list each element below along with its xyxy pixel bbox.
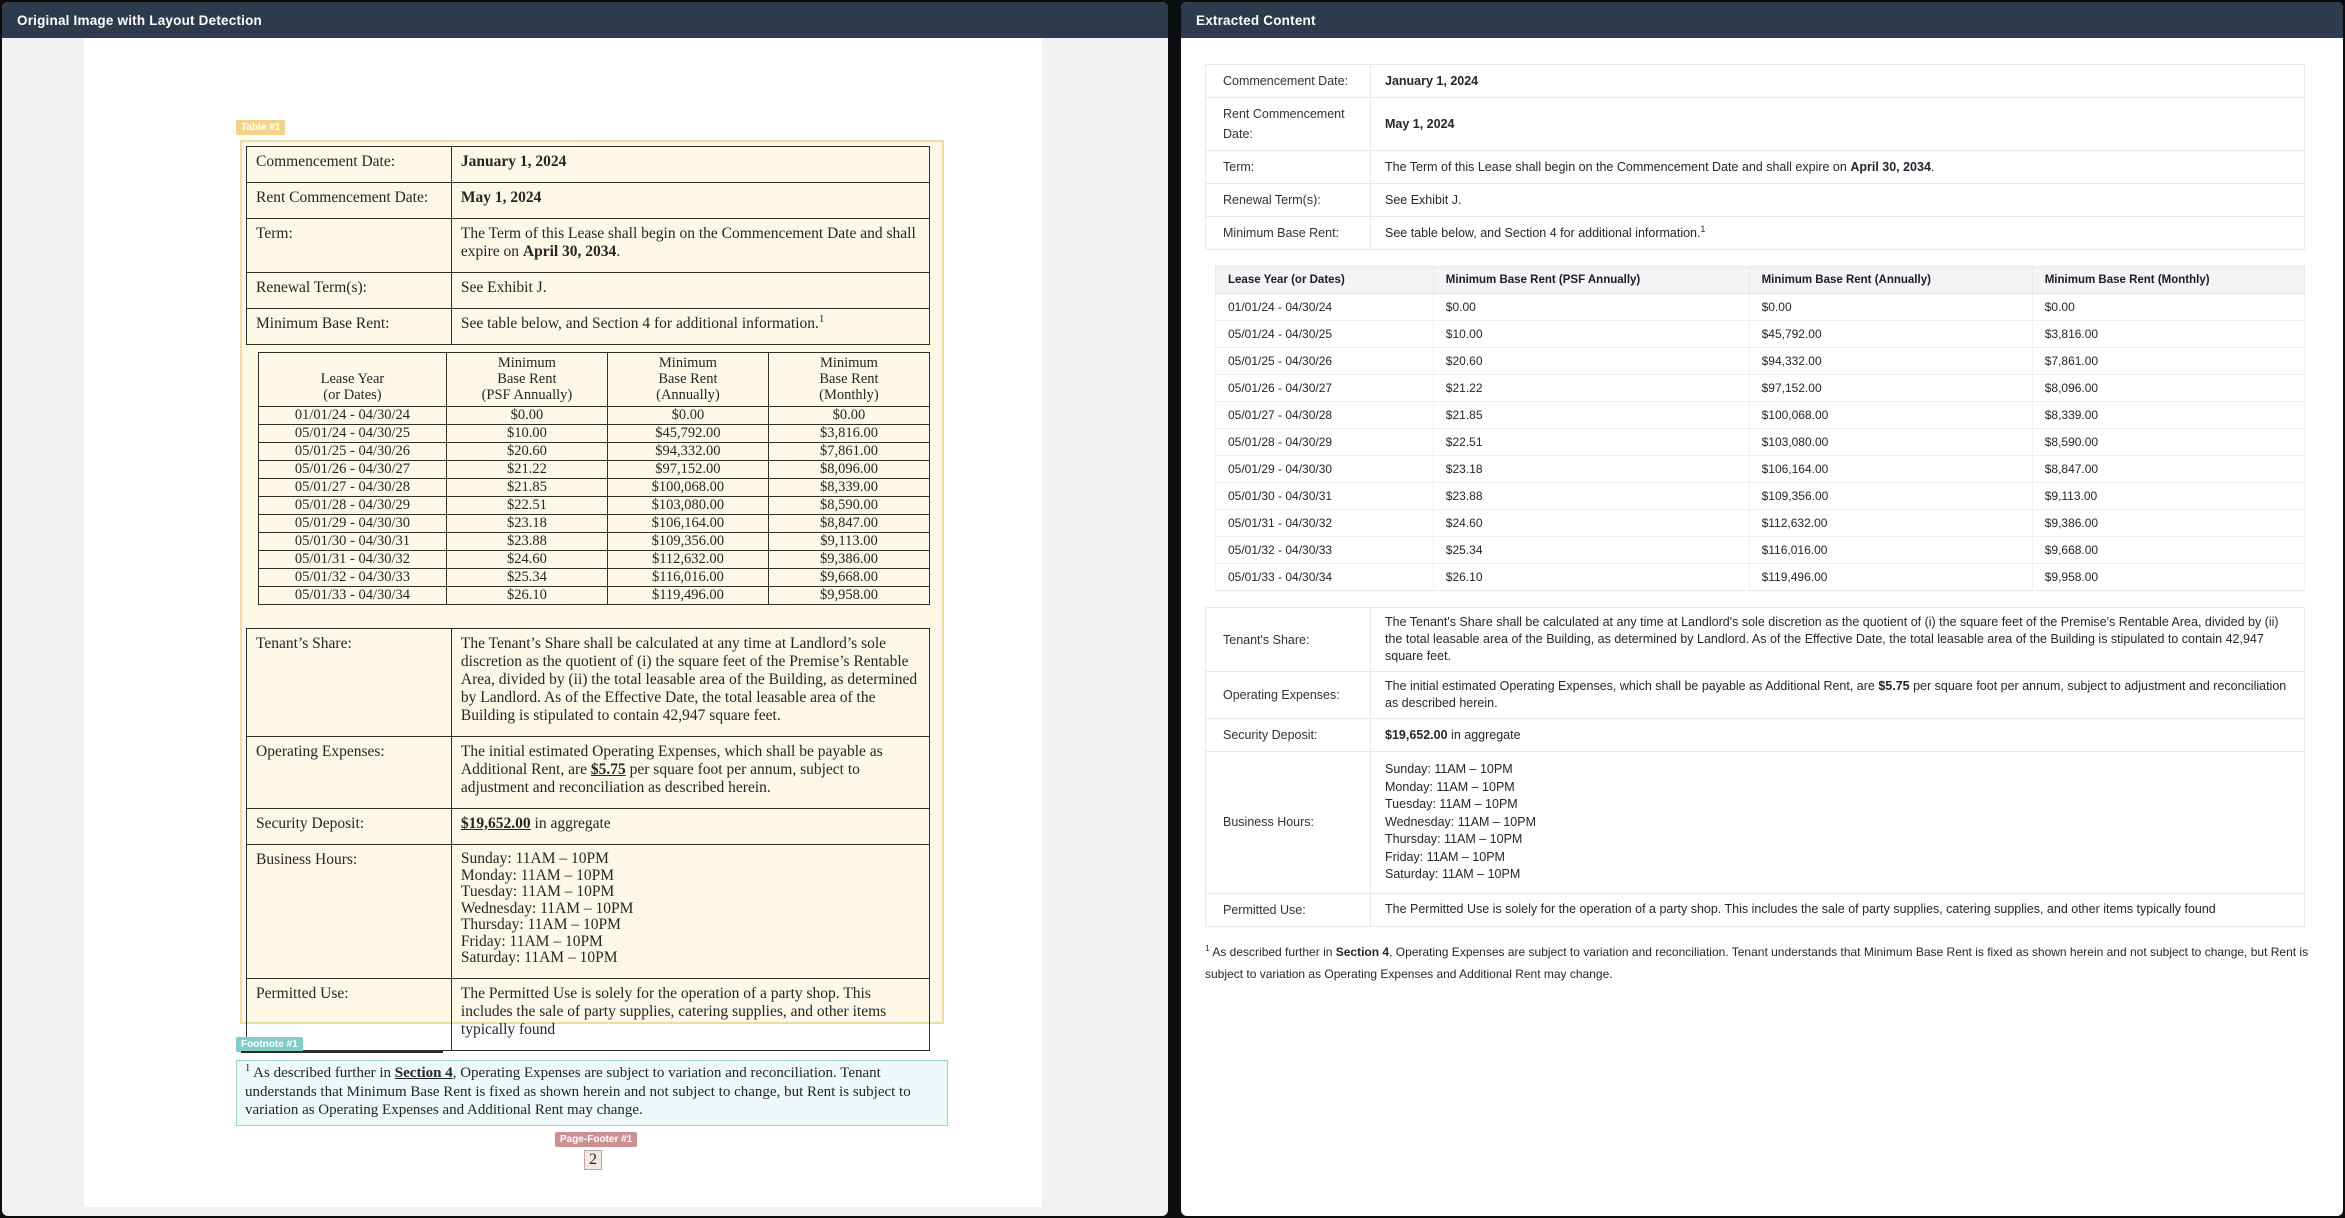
business-hours-line: Sunday: 11AM – 10PM [460, 850, 609, 867]
doc-kv-top-table [246, 146, 930, 345]
text-segment: $5.75 [590, 761, 626, 778]
doc-rent-schedule-table [258, 352, 930, 605]
extracted-rent-cell: $22.51 [1433, 429, 1749, 456]
doc-rent-header-cell [768, 353, 929, 407]
doc-rent-cell: 05/01/32 - 04/30/33 [259, 569, 447, 587]
doc-rent-row [259, 515, 930, 533]
extracted-kv-value [1371, 151, 2305, 184]
doc-rent-row [259, 533, 930, 551]
page-number-value: 2 [589, 1151, 597, 1168]
left-panel-title: Original Image with Layout Detection [17, 12, 262, 28]
doc-kv-label: Permitted Use: [247, 978, 452, 1050]
doc-rent-row [259, 461, 930, 479]
text-segment: The Term of this Lease shall begin on the Commencement Date and shall expire on [1385, 159, 1851, 174]
header-line: Minimum [497, 355, 556, 371]
text-segment: in aggregate [530, 815, 611, 832]
doc-rent-cell: 01/01/24 - 04/30/24 [259, 407, 447, 425]
extracted-rent-cell: $9,958.00 [2032, 564, 2304, 591]
extracted-kv-label: Business Hours: [1206, 752, 1371, 894]
doc-kv-value [451, 219, 929, 273]
text-segment: January 1, 2024 [1385, 73, 1479, 88]
extracted-rent-cell: 01/01/24 - 04/30/24 [1216, 294, 1434, 321]
extracted-rent-header-cell: Lease Year (or Dates) [1216, 267, 1434, 294]
extracted-rent-cell: $103,080.00 [1749, 429, 2032, 456]
doc-kv-label: Security Deposit: [247, 809, 452, 845]
extracted-rent-cell: 05/01/29 - 04/30/30 [1216, 456, 1434, 483]
extracted-kv-value [1371, 893, 2305, 926]
extracted-rent-body [1216, 294, 2305, 591]
extracted-rent-row [1216, 429, 2305, 456]
left-panel-header [2, 2, 1168, 38]
text-segment: $19,652.00 [1385, 727, 1448, 742]
doc-rent-cell: $116,016.00 [607, 569, 768, 587]
text-segment: . [1930, 159, 1935, 174]
extracted-rent-row [1216, 456, 2305, 483]
extracted-kv-bottom-table [1205, 607, 2305, 927]
doc-rent-cell: $20.60 [446, 443, 607, 461]
business-hours-line: Sunday: 11AM – 10PM [1385, 762, 1513, 776]
extracted-rent-cell: $0.00 [2032, 294, 2304, 321]
doc-kv-value [451, 978, 929, 1050]
extracted-rent-cell: $23.88 [1433, 483, 1749, 510]
text-segment: April 30, 2034 [1850, 159, 1931, 174]
extracted-rent-cell: $23.18 [1433, 456, 1749, 483]
header-line: Base Rent [497, 371, 557, 387]
doc-rent-cell: $25.34 [446, 569, 607, 587]
doc-rent-cell: $106,164.00 [607, 515, 768, 533]
extracted-rent-cell: $0.00 [1749, 294, 2032, 321]
right-panel-header [1181, 2, 2343, 38]
extracted-rent-row [1216, 483, 2305, 510]
extracted-rent-cell: $116,016.00 [1749, 537, 2032, 564]
extracted-rent-cell: $112,632.00 [1749, 510, 2032, 537]
doc-kv-label: Renewal Term(s): [247, 273, 452, 309]
header-line: (or Dates) [323, 387, 382, 403]
business-hours-line: Monday: 11AM – 10PM [460, 866, 615, 884]
extracted-kv-row [1206, 98, 2305, 151]
doc-kv-value [451, 183, 929, 219]
doc-rent-row [259, 479, 930, 497]
doc-kv-label: Operating Expenses: [247, 737, 452, 809]
doc-rent-cell: $0.00 [768, 407, 929, 425]
doc-kv-top-body [247, 147, 930, 345]
text-segment: May 1, 2024 [460, 189, 542, 206]
header-line: Base Rent [658, 371, 718, 387]
doc-kv-row [247, 219, 930, 273]
doc-kv-row [247, 629, 930, 737]
text-segment: Section 4 [394, 1065, 453, 1081]
text-segment: $5.75 [1878, 679, 1910, 693]
doc-rent-row [259, 569, 930, 587]
extracted-rent-cell: $100,068.00 [1749, 402, 2032, 429]
doc-kv-label: Term: [247, 219, 452, 273]
footnote-separator-line [241, 1051, 443, 1053]
extracted-rent-cell: $119,496.00 [1749, 564, 2032, 591]
doc-rent-cell: $9,113.00 [768, 533, 929, 551]
extracted-rent-cell: $109,356.00 [1749, 483, 2032, 510]
doc-rent-cell: 05/01/25 - 04/30/26 [259, 443, 447, 461]
extracted-rent-cell: $10.00 [1433, 321, 1749, 348]
doc-rent-head [259, 353, 930, 407]
doc-rent-header-row [259, 353, 930, 407]
right-panel-title: Extracted Content [1196, 12, 1316, 28]
doc-rent-cell: $109,356.00 [607, 533, 768, 551]
extracted-rent-head [1216, 267, 2305, 294]
extracted-kv-value [1371, 719, 2305, 752]
doc-rent-cell: 05/01/27 - 04/30/28 [259, 479, 447, 497]
extracted-rent-header-cell: Minimum Base Rent (Annually) [1749, 267, 2032, 294]
extracted-rent-cell: $24.60 [1433, 510, 1749, 537]
doc-rent-cell: $8,096.00 [768, 461, 929, 479]
text-segment: See table below, and Section 4 for additional information. [1385, 225, 1701, 240]
page-footer-detection-badge: Page-Footer #1 [555, 1132, 637, 1147]
extracted-rent-row [1216, 294, 2305, 321]
doc-rent-cell: $23.18 [446, 515, 607, 533]
text-segment: The initial estimated Operating Expenses, which shall be payable as Additional Rent, are [460, 743, 883, 778]
extracted-kv-row [1206, 65, 2305, 98]
doc-rent-cell: 05/01/30 - 04/30/31 [259, 533, 447, 551]
doc-rent-header-cell [259, 353, 447, 407]
header-line: (Annually) [656, 387, 720, 403]
doc-kv-row [247, 273, 930, 309]
text-segment: per square foot per annum, subject to adjustment and reconciliation as described herein. [460, 761, 860, 796]
doc-rent-cell: $45,792.00 [607, 425, 768, 443]
text-segment: See Exhibit J. [1385, 192, 1462, 207]
doc-kv-row [247, 809, 930, 845]
doc-rent-cell: 05/01/28 - 04/30/29 [259, 497, 447, 515]
doc-rent-cell: 05/01/24 - 04/30/25 [259, 425, 447, 443]
doc-kv-row [247, 845, 930, 979]
text-segment: May 1, 2024 [1385, 116, 1455, 131]
doc-rent-cell: $0.00 [446, 407, 607, 425]
extracted-rent-cell: 05/01/27 - 04/30/28 [1216, 402, 1434, 429]
doc-kv-row [247, 183, 930, 219]
doc-rent-cell: $10.00 [446, 425, 607, 443]
doc-rent-row [259, 551, 930, 569]
extracted-kv-label: Renewal Term(s): [1206, 184, 1371, 217]
extracted-rent-cell: $9,113.00 [2032, 483, 2304, 510]
doc-rent-cell: $97,152.00 [607, 461, 768, 479]
header-line: Minimum [658, 355, 717, 371]
text-segment: The Permitted Use is solely for the operation of a party shop. This includes the sale of party supplies, catering supplies, and other items typically found [460, 984, 887, 1038]
extracted-kv-row [1206, 608, 2305, 672]
doc-rent-cell: $9,958.00 [768, 587, 929, 605]
extracted-rent-cell: $21.22 [1433, 375, 1749, 402]
doc-rent-cell: $3,816.00 [768, 425, 929, 443]
doc-rent-cell: $26.10 [446, 587, 607, 605]
extracted-rent-cell: $26.10 [1433, 564, 1749, 591]
table-detection-badge: Table #1 [236, 120, 285, 135]
extracted-rent-header-cell: Minimum Base Rent (Monthly) [2032, 267, 2304, 294]
extracted-rent-cell: $8,339.00 [2032, 402, 2304, 429]
extracted-rent-cell: 05/01/31 - 04/30/32 [1216, 510, 1434, 537]
extracted-rent-cell: $9,668.00 [2032, 537, 2304, 564]
extracted-rent-cell: 05/01/24 - 04/30/25 [1216, 321, 1434, 348]
doc-kv-label: Minimum Base Rent: [247, 309, 452, 345]
text-segment: The Tenant’s Share shall be calculated at any time at Landlord’s sole discretion as the quotient of (i) the square feet of the Premise’s Rentable Area, divided by (ii) the total leasable area of the Building, as determined by Landlord. As of the Effective Date, the total leasable area of the Building is stipulated to contain 42,947 square feet. [460, 635, 918, 724]
extracted-rent-row [1216, 375, 2305, 402]
text-segment: Section 4 [1335, 944, 1390, 959]
doc-rent-cell: 05/01/26 - 04/30/27 [259, 461, 447, 479]
doc-rent-cell: $8,590.00 [768, 497, 929, 515]
doc-rent-cell: 05/01/29 - 04/30/30 [259, 515, 447, 533]
extracted-kv-value [1371, 752, 2305, 894]
extracted-kv-value [1371, 608, 2305, 672]
extracted-rent-cell: $7,861.00 [2032, 348, 2304, 375]
doc-rent-cell: $103,080.00 [607, 497, 768, 515]
header-line: Lease Year [320, 371, 385, 387]
extracted-kv-row [1206, 151, 2305, 184]
text-segment: The Term of this Lease shall begin on the Commencement Date and shall expire on [460, 225, 916, 260]
extracted-rent-row [1216, 510, 2305, 537]
extracted-rent-cell: $0.00 [1433, 294, 1749, 321]
header-line: Base Rent [819, 371, 879, 387]
extracted-kv-label: Tenant's Share: [1206, 608, 1371, 672]
extracted-kv-label: Operating Expenses: [1206, 672, 1371, 719]
business-hours-line: Friday: 11AM – 10PM [460, 932, 603, 950]
extracted-kv-row [1206, 184, 2305, 217]
doc-kv-label: Tenant’s Share: [247, 629, 452, 737]
text-segment: 1 [1205, 942, 1210, 953]
doc-kv-bottom-table [246, 628, 930, 1051]
business-hours-line: Friday: 11AM – 10PM [1385, 849, 1505, 864]
extracted-rent-cell: $21.85 [1433, 402, 1749, 429]
extracted-kv-top-body [1206, 65, 2305, 250]
extracted-rent-cell: $25.34 [1433, 537, 1749, 564]
header-line: (PSF Annually) [481, 387, 573, 403]
business-hours-line: Tuesday: 11AM – 10PM [460, 883, 615, 900]
extracted-kv-value [1371, 184, 2305, 217]
doc-kv-value [451, 737, 929, 809]
doc-kv-value [451, 845, 929, 979]
extracted-kv-value [1371, 672, 2305, 719]
text-segment: 1 [818, 312, 825, 325]
doc-rent-row [259, 425, 930, 443]
extracted-rent-row [1216, 348, 2305, 375]
text-segment: 1 [245, 1063, 251, 1074]
extracted-rent-row [1216, 402, 2305, 429]
doc-kv-value [451, 309, 929, 345]
extracted-rent-cell: 05/01/28 - 04/30/29 [1216, 429, 1434, 456]
text-segment: $19,652.00 [460, 815, 531, 832]
extracted-rent-row [1216, 564, 2305, 591]
extracted-rent-cell: 05/01/25 - 04/30/26 [1216, 348, 1434, 375]
extracted-kv-bottom-body [1206, 608, 2305, 927]
footnote-detection-badge: Footnote #1 [236, 1037, 303, 1052]
doc-kv-row [247, 147, 930, 183]
doc-rent-header-cell [446, 353, 607, 407]
extracted-rent-cell: $8,847.00 [2032, 456, 2304, 483]
doc-kv-value [451, 147, 929, 183]
business-hours-line: Saturday: 11AM – 10PM [460, 949, 618, 966]
text-segment: See table below, and Section 4 for additional information. [460, 315, 819, 332]
footnote-detection-region [236, 1060, 948, 1126]
doc-kv-label: Rent Commencement Date: [247, 183, 452, 219]
extracted-rent-row [1216, 321, 2305, 348]
extracted-rent-cell: $8,096.00 [2032, 375, 2304, 402]
extracted-rent-cell: $3,816.00 [2032, 321, 2304, 348]
doc-rent-cell: $112,632.00 [607, 551, 768, 569]
text-segment: The Tenant's Share shall be calculated at any time at Landlord's sole discretion as the quotient of (i) the square feet of the Premise's Rentable Area, divided by (ii) the total leasable area of the Building, as determined by Landlord. As of the Effective Date, the total leasable area of the Building is stipulated to contain 42,947 square feet. [1385, 615, 2279, 663]
extracted-rent-cell: $9,386.00 [2032, 510, 2304, 537]
table-detection-region [240, 140, 944, 1038]
doc-rent-cell: $23.88 [446, 533, 607, 551]
doc-kv-value [451, 809, 929, 845]
extracted-rent-schedule-table [1215, 266, 2305, 591]
text-segment: in aggregate [1447, 727, 1521, 742]
extracted-kv-row [1206, 217, 2305, 250]
text-segment: As described further in [250, 1065, 395, 1081]
header-line: Minimum [819, 355, 878, 371]
extracted-rent-cell: $45,792.00 [1749, 321, 2032, 348]
text-segment: per square foot per annum, subject to adjustment and reconciliation as described herein. [1385, 679, 2287, 710]
doc-kv-value [451, 273, 929, 309]
doc-kv-row [247, 978, 930, 1050]
extracted-content-panel [1181, 2, 2343, 1216]
doc-kv-row [247, 309, 930, 345]
doc-rent-row [259, 407, 930, 425]
extracted-kv-value [1371, 65, 2305, 98]
doc-footnote-text [245, 1064, 939, 1120]
doc-rent-cell: $21.22 [446, 461, 607, 479]
header-line: (Monthly) [819, 387, 879, 403]
business-hours-line: Thursday: 11AM – 10PM [460, 916, 621, 933]
text-segment: The Permitted Use is solely for the operation of a party shop. This includes the sale of party supplies, catering supplies, and other items typically found [1385, 902, 2216, 916]
doc-rent-body [259, 407, 930, 605]
doc-kv-bottom-body [247, 629, 930, 1051]
doc-rent-row [259, 497, 930, 515]
doc-rent-row [259, 443, 930, 461]
extracted-kv-label: Term: [1206, 151, 1371, 184]
extracted-kv-value [1371, 98, 2305, 151]
extracted-rent-cell: $8,590.00 [2032, 429, 2304, 456]
extracted-rent-row [1216, 537, 2305, 564]
doc-rent-cell: $24.60 [446, 551, 607, 569]
business-hours-line: Wednesday: 11AM – 10PM [460, 899, 634, 917]
extracted-rent-cell: 05/01/33 - 04/30/34 [1216, 564, 1434, 591]
original-image-panel [2, 2, 1168, 1216]
text-segment: As described further in [1209, 944, 1336, 959]
doc-rent-cell: $22.51 [446, 497, 607, 515]
extracted-rent-cell: $106,164.00 [1749, 456, 2032, 483]
extracted-kv-row [1206, 893, 2305, 926]
business-hours-line: Thursday: 11AM – 10PM [1385, 832, 1523, 846]
doc-rent-header-cell [607, 353, 768, 407]
extracted-kv-label: Permitted Use: [1206, 893, 1371, 926]
extracted-footnote-text [1205, 941, 2313, 985]
extracted-rent-cell: 05/01/32 - 04/30/33 [1216, 537, 1434, 564]
doc-kv-row [247, 737, 930, 809]
doc-kv-label: Commencement Date: [247, 147, 452, 183]
extracted-kv-label: Security Deposit: [1206, 719, 1371, 752]
doc-rent-cell: $94,332.00 [607, 443, 768, 461]
text-segment: January 1, 2024 [460, 153, 567, 170]
document-page-image [84, 38, 1042, 1207]
business-hours-line: Monday: 11AM – 10PM [1385, 779, 1515, 794]
text-segment: 1 [1700, 223, 1706, 234]
business-hours-line: Tuesday: 11AM – 10PM [1385, 797, 1518, 811]
extracted-kv-label: Minimum Base Rent: [1206, 217, 1371, 250]
extracted-rent-cell: 05/01/30 - 04/30/31 [1216, 483, 1434, 510]
doc-rent-cell: $9,668.00 [768, 569, 929, 587]
text-segment: . [616, 243, 621, 260]
extracted-kv-row [1206, 752, 2305, 894]
extracted-kv-top-table [1205, 64, 2305, 250]
doc-rent-cell: 05/01/33 - 04/30/34 [259, 587, 447, 605]
extracted-rent-cell: $94,332.00 [1749, 348, 2032, 375]
business-hours-line: Saturday: 11AM – 10PM [1385, 867, 1521, 881]
extracted-rent-cell: 05/01/26 - 04/30/27 [1216, 375, 1434, 402]
doc-rent-cell: $7,861.00 [768, 443, 929, 461]
text-segment: The initial estimated Operating Expenses, which shall be payable as Additional Rent, are [1385, 679, 1879, 693]
extracted-rent-header-row [1216, 267, 2305, 294]
doc-kv-label: Business Hours: [247, 845, 452, 979]
extracted-kv-label: Commencement Date: [1206, 65, 1371, 98]
extracted-content-body [1181, 38, 2343, 985]
doc-rent-cell: $8,847.00 [768, 515, 929, 533]
text-segment: April 30, 2034 [522, 243, 617, 260]
doc-rent-cell: $100,068.00 [607, 479, 768, 497]
doc-rent-cell: $0.00 [607, 407, 768, 425]
doc-rent-cell: $119,496.00 [607, 587, 768, 605]
extracted-rent-cell: $97,152.00 [1749, 375, 2032, 402]
doc-rent-cell: $9,386.00 [768, 551, 929, 569]
extracted-kv-row [1206, 719, 2305, 752]
doc-rent-cell: 05/01/31 - 04/30/32 [259, 551, 447, 569]
extracted-rent-cell: $20.60 [1433, 348, 1749, 375]
extracted-kv-row [1206, 672, 2305, 719]
doc-kv-value [451, 629, 929, 737]
business-hours-line: Wednesday: 11AM – 10PM [1385, 814, 1537, 829]
text-segment: See Exhibit J. [460, 279, 547, 296]
text-segment: , Operating Expenses are subject to variation and reconciliation. Tenant understands that Minimum Base Rent is fixed as shown herein and not subject to change, but Rent is subject to variation as Operating Expenses and Additional Rent may change. [1205, 944, 2309, 981]
page-footer-region [584, 1150, 602, 1170]
doc-rent-row [259, 587, 930, 605]
extracted-rent-header-cell: Minimum Base Rent (PSF Annually) [1433, 267, 1749, 294]
extracted-kv-value [1371, 217, 2305, 250]
extracted-kv-label: Rent Commencement Date: [1206, 98, 1371, 151]
text-segment: , Operating Expenses are subject to variation and reconciliation. Tenant understands that Minimum Base Rent is fixed as shown herein and not subject to change, but Rent is subject to variation as Operating Expenses and Additional Rent may change. [245, 1065, 911, 1118]
doc-rent-cell: $21.85 [446, 479, 607, 497]
doc-rent-cell: $8,339.00 [768, 479, 929, 497]
